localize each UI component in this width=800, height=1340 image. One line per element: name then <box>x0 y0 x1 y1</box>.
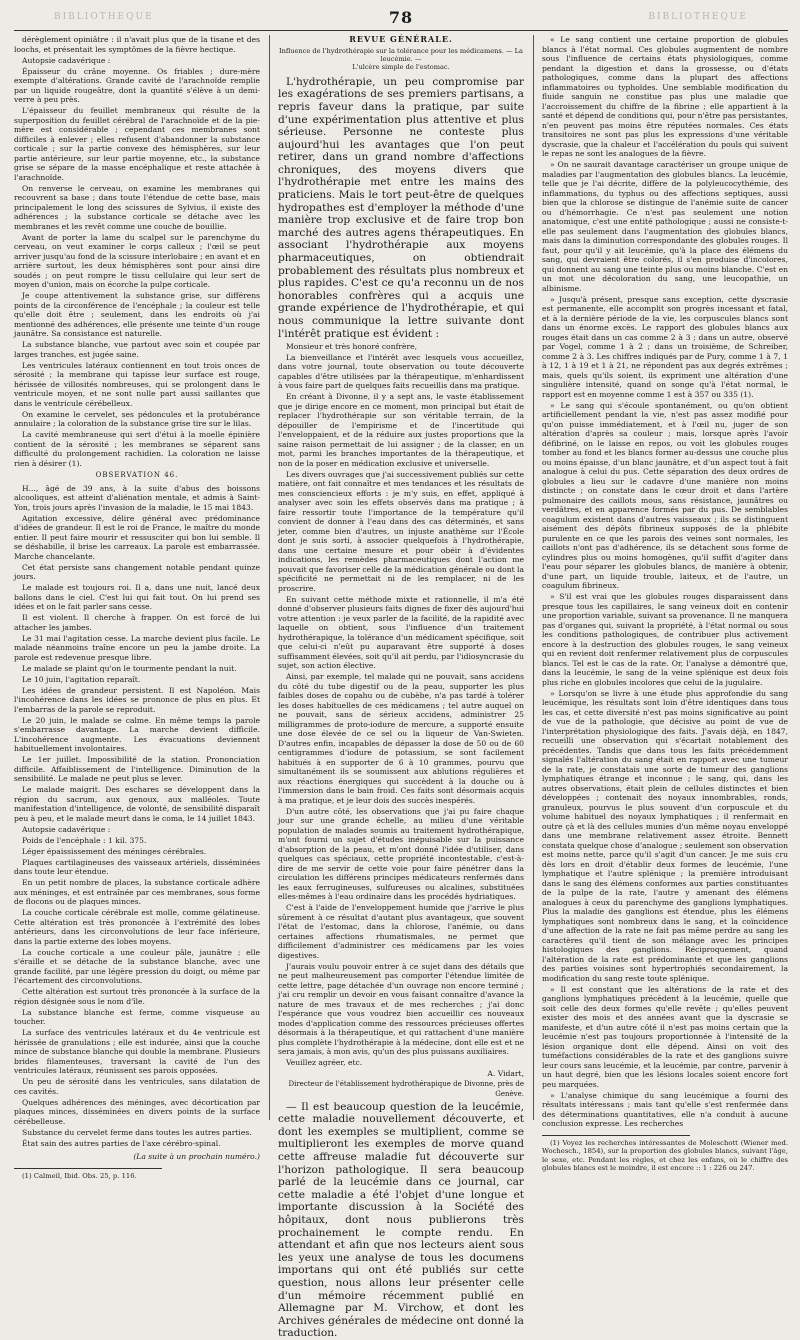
paragraph: Le 10 juin, l'agitation reparaît. <box>22 674 141 684</box>
paragraph: » L'analyse chimique du sang leucémique a fourni des résultats intéressans ; mais tant qu'elle s'est renfermée dans des déterminations quantitatives, elle n'a conduit à aucune conclusion expresse. Les recherches <box>542 1090 788 1128</box>
paragraph: Quelques adhérences des méninges, avec décortication par plaques minces, disséminées en divers points de la surface cérébelleuse. <box>14 1097 260 1126</box>
footnote-right: (1) Voyez les recherches intéressantes de Moleschott (Wiener med. Wochesch., 1854), sur la proportion des globules blancs, suivant l'âge, le sexe, etc. Pendant les règles, et chez les enfans, où le chiffre des globules blancs est le moindre, il est encore :: 1 : 226 ou 247. <box>542 1138 788 1173</box>
paragraph: État sain des autres parties de l'axe cérébro-spinal. <box>22 1138 221 1148</box>
section-subtitle <box>278 47 524 72</box>
signature-title: Directeur de l'établissement hydrothérapique de Divonne, près de Genève. <box>288 1080 524 1098</box>
footnote-rule <box>14 1168 162 1169</box>
paragraph: » S'il est vrai que les globules rouges disparaissent dans presque tous les capillaires, le sang veineux doit en contenir une proportion variable, suivant sa provenance. Il ne manquera pas d'organes qui, suivant la propriété, à l'état normal ou sous les conditions pathologiques, de contribuer plus activement encore à la destruction des globules rouges, le sang veineux qui en revient doit renfermer relativement plus de corpuscules blancs. Tel est le cas de la rate. Or, l'analyse a démontré que, dans la leucémie, le sang de la veine splénique est deux fois plus riche en globules incolores que celui de la jugulaire. <box>542 592 788 687</box>
paragraph: Poids de l'encéphale : 1 kil. 375. <box>22 835 147 845</box>
paragraph: Léger épaississement des méninges cérébrales. <box>22 846 207 856</box>
paragraph: Avant de porter la lame du scalpel sur le parenchyme du cerveau, on veut examiner le corps calleux ; l'œil se peut arriver jusqu'au fond de la scissure interlobaire ; en avant et en arrière surtout, les deux hémisphères sont pour ainsi dire soudés ; on peut rompre le tissu cellulaire qui leur sert de moyen d'union, mais on écorche la pulpe corticale. <box>14 232 261 289</box>
paragraph: Les idées de grandeur persistent. Il est Napoléon. Mais l'incohérence dans les idées se prononce de plus en plus. Et l'embarras de la parole se reproduit. <box>14 685 260 714</box>
paragraph: Cette altération est surtout très prononcée à la surface de la région désignée sous le nom d'île. <box>14 987 260 1006</box>
paragraph: Monsieur et très honoré confrère, <box>286 341 418 351</box>
paragraph: « Le sang contient une certaine proportion de globules blancs à l'état normal. Ces globules augmentent de nombre sous l'influence de certains états physiologiques, comme pendant la digestion et dans la grossesse, ou d'états pathologiques, comme dans la plupart des affections inflammatoires ou typhoïdes. Une semblable modification du fluide sanguin ne constitue pas plus une maladie que l'accroissement du chiffre de la fibrine ; elle appartient à la santé et dépend de conditions qui, pour n'être pas persistantes, n'en peuvent pas moins être réputées normales. Ces états transitoires ne sont pas plus les expressions d'une véritable dyscrasie, que la chaleur et l'accélération du pouls qui suivent le repas ne sont les analogues de la fièvre. <box>542 35 788 158</box>
column-left <box>14 35 261 1180</box>
bleed-through-text-left: BIBLIOTHEQUE <box>54 12 154 22</box>
review-intro: L'hydrothérapie, un peu compromise par les exagérations de ses premiers partisans, a repris faveur dans la pratique, par suite d'une expérimentation plus attentive et plus sérieuse. Personne ne conteste plus aujourd'hui les avantages que l'on peut retirer, dans un grand nombre d'affections chroniques, des moyens divers que l'hydrothérapie met entre les mains des praticiens. Mais le tort peut-être de quelques hydropathes est d'employer la méthode d'une manière trop exclusive et de faire trop bon marché des autres agens thérapeutiques. En associant l'hydrothérapie aux moyens pharmaceutiques, on obtiendrait probablement des résultats plus nombreux et plus rapides. C'est ce qu'a reconnu un de nos honorables confrères qui a acquis une grande expérience de l'hydrothérapie, et qui nous communique la lettre suivante dont l'intérêt pratique est évident : <box>278 75 524 340</box>
paragraph: Veuillez agréer, etc. <box>286 1058 363 1068</box>
column-right <box>533 35 788 1173</box>
paragraph: Ainsi, par exemple, tel malade qui ne pouvait, sans accidens du côté du tube digestif ou de la peau, supporter les plus faibles doses de copahu ou de cubèbe, n'a pas tardé à tolérer les doses habituelles de ces médicamens ; tel autre auquel on ne pouvait, sans de sérieux accidens, administrer 25 milligrammes de proto-iodure de mercure, a supporté ensuite une dose élevée de ce sel ou la liqueur de Van-Swieten. D'autres enfin, incapables de dépasser la dose de 50 ou de 60 centigrammes d'iodure de potassium, se sont facilement habitués à en supporter de 6 à 10 grammes, pourvu que simultanément ils se soumissent aux ablutions régulières et aux réactions énergiques qui succèdent à la douche ou à l'immersion dans le bain froid. Ces faits sont désormais acquis à ma pratique, et je leur dois des succès inespérés. <box>278 672 524 805</box>
footnote: (1) Calmeil, Ibid. Obs. 25, p. 116. <box>22 1171 137 1180</box>
paragraph: La couche corticale cérébrale est molle, comme gélatineuse. Cette altération est très prononcée à l'extrémité des lobes antérieurs, dans les circonvolutions de leur face inférieure, dans la partie externe des lobes moyens. <box>14 908 260 946</box>
paragraph: Un peu de sérosité dans les ventricules, sans dilatation de ces cavités. <box>14 1077 260 1096</box>
paragraph: Les divers ouvrages que j'ai successivement publiés sur cette matière, ont fait connaître et mes tendances et les résultats de mes consciencieux efforts : je m'y suis, en effet, appliqué à analyser avec soin les effets observés dans ma pratique ; à faire ressortir toute l'importance de la température qu'il convient de donner à l'eau dans des cas déterminés, et sans jeter, comme bien d'autres, un injuste anathème sur l'École dont je suis sorti, à associer quelquefois à l'hydrothérapie, dans une certaine mesure et pour obéir à d'évidentes indications, les remèdes pharmaceutiques dont l'action me pouvait que favoriser celle de la médication générale ou dont la spécificité ne permettait ni de les remplacer, ni de les proscrire. <box>278 469 525 593</box>
bleed-through-text-right: BIBLIOTHEQUE <box>648 12 748 22</box>
virchow-text <box>542 35 788 1129</box>
paragraph: H..., âgé de 39 ans, à la suite d'abus des boissons alcooliques, est atteint d'aliénation mentale, et admis à Saint-Yon, trois jours après l'invasion de la maladie, le 15 mai 1843. <box>14 483 260 512</box>
paragraph: Autopsie cadavérique : <box>22 824 111 834</box>
paragraph: La bienveillance et l'intérêt avec lesquels vous accueillez, dans votre journal, toute observation ou toute découverte capables d'être utilisées par la thérapeutique, m'enhardissent à vous faire part de quelques faits recueillis dans ma pratique. <box>278 352 524 391</box>
paragraph: Le 31 mai l'agitation cesse. La marche devient plus facile. Le malade néanmoins traîne encore un peu la jambe droite. La parole est redevenue presque libre. <box>14 633 260 662</box>
page-number: 78 <box>388 8 414 27</box>
paragraph: Je coupe attentivement la substance grise, sur différens points de la circonférence de l'encéphale ; la couleur est telle qu'elle doit être ; seulement, dans les endroits où j'ai mentionné des adhérences, elle présente une teinte d'un rouge jaunâtre. Sa consistance est naturelle. <box>14 291 260 338</box>
paragraph: Les ventricules latéraux contiennent en tout trois onces de sérosité ; la membrane qui tapisse leur surface est rouge, hérissée de villosités nombreuses, qui se prolongent dans le ventricule moyen, et ne sont nulle part aussi saillantes que dans le ventricule cérébelleux. <box>14 360 260 408</box>
paragraph: L'épaisseur du feuillet membraneux qui résulte de la superposition du feuillet cérébral de l'arachnoïde et de la pie-mère est considérable ; cependant ces membranes sont difficiles à enlever ; elles refusent d'abandonner la substance corticale ; sur la partie convexe des hémisphères, sur leur partie antérieure, sur leur partie moyenne, etc., la substance grise se sépare de la masse encéphalique et reste attachée à l'arachnoïde. <box>14 106 260 182</box>
paragraph: » Il est constant que les altérations de la rate et des ganglions lymphatiques précèdent à la leucémie, quelle que soit celle des deux formes qu'elle revête ; qu'elles peuvent exister des mois et des années avant que la dyscrasie se manifeste, et d'un autre côté il n'est pas moins certain que la leucémie n'est pas toujours proportionnée à l'intensité de la lésion organique dont elle dépend. Ainsi on voit des tuméfactions considérables de la rate et des ganglions suivre leur cours sans leucémie, et la leucémie, par contre, parvenir à un haut degré, bien que les lésions locales soient encore fort peu marquées. <box>542 984 788 1089</box>
subtitle-line-1: Influence de l'hydrothérapie sur la tolérance pour les médicamens. — La leucémie. — <box>279 46 523 63</box>
paragraph: Épaisseur du crâne moyenne. Os friables ; dure-mère exempte d'altérations. Grande cavité de l'arachnoïde remplie par un liquide rougeâtre, dont la quantité s'élève à un demi-verre à peu près. <box>14 66 260 104</box>
footnote-rule-right <box>542 1135 690 1136</box>
signature: A. Vidart, <box>487 1069 524 1079</box>
paragraph: Autopsie cadavérique : <box>22 55 111 65</box>
paragraph: C'est à l'aide de l'enveloppement humide que j'arrive le plus sûrement à ce résultat d'autant plus avantageux, que souvent l'état de l'estomac, dans la chlorose, l'anémie, ou dans certaines affections rhumatismales, ne permet que difficilement d'administrer ces médicamens par les voies digestives. <box>278 903 524 960</box>
paragraph: Le malade maigrit. Des eschares se développent dans la région du sacrum, aux genoux, aux malléoles. Toute manifestation d'intelligence, de volonté, de sensibilité disparaît peu à peu, et le malade meurt dans le coma, le 14 juillet 1843. <box>14 785 260 823</box>
paragraph: » On ne saurait davantage caractériser un groupe unique de maladies par l'augmentation des globules blancs. La leucémie, telle que je l'ai décrite, diffère de la polyleucocythémie, des inflammations, du typhus ou des affections septiques, aussi bien que la chlorose se distingue de l'anémie suite de cancer ou d'hémorrhagie. Ce n'est pas seulement une notion anatomique, c'est une entité pathologique ; aussi ne consiste-t-elle pas seulement dans l'augmentation des globules blancs, mais dans la diminution correspondante des globules rouges. Il faut, pour qu'il y ait leucémie, qu'à la place des élémens du sang, qui devraient être colorés, il s'en produise d'incolores, qui donnent au sang une teinte plus ou moins blanche. C'est en un mot une décoloration du sang, une leucopathie, un albinisme. <box>542 160 788 293</box>
paragraph: La couche corticale a une couleur pâle, jaunâtre ; elle s'éraille et se détache de la substance blanche, avec une grande facilité, par une légère pression du doigt, ou même par l'écartement des circonvolutions. <box>14 947 260 985</box>
column-middle <box>269 34 525 1340</box>
paragraph: Le 1er juillet. Impossibilité de la station. Prononciation difficile. Affaiblissement de l'intelligence. Diminution de la sensibilité. Le malade ne peut plus se lever. <box>14 755 260 783</box>
paragraph: D'un autre côté, les observations que j'ai pu faire chaque jour sur une grande échelle, au milieu d'une véritable population de malades soumis au traitement hydrothérapique, m'ont fourni un sujet d'études inépuisable sur la puissance d'absorption de la peau, et m'ont donné l'idée d'utiliser, dans quelques cas spéciaux, cette propriété incontestable, c'est-à-dire de me servir de cette voie pour faire pénétrer dans la circulation les différens principes médicateurs renfermés dans les eaux ferrugineuses, sulfureuses ou alcalines, substituées elles-mêmes à l'eau ordinaire dans les procédés hydriatiques. <box>278 806 524 902</box>
paragraph: Substance du cervelet ferme dans toutes les autres parties. <box>22 1127 252 1137</box>
paragraph: La cavité membraneuse qui sert d'étui à la moelle épinière contient de la sérosité ; les membranes se séparent sans difficulté du prolongement rachidien. La coloration ne laisse rien à désirer (1). <box>14 430 260 468</box>
paragraph: » Jusqu'à présent, presque sans exception, cette dyscrasie est permanente, elle accomplit son progrès incessant et fatal, et à la dernière période de la vie, les corpuscules blancs sont dans un énorme excès. Le rapport des globules blancs aux rouges était dans un cas comme 2 à 3 ; dans un autre, observé par Vogel, comme 1 à 2 ; dans un troisième, de Schreiber, comme 2 à 3. Les chiffres indiqués par de Pury, comme 1 à 7, 1 à 12, 1 à 19 et 1 à 21, ne répondent pas aux degrés extrêmes ; mais, quels qu'ils soient, ils expriment une altération d'une singulière intensité, quand on songe qu'à l'état normal, le rapport est en moyenne comme 1 est à 357 ou 335 (1). <box>542 294 788 399</box>
paragraph: En suivant cette méthode mixte et rationnelle, il m'a été donné d'observer plusieurs faits dignes de fixer dès aujourd'hui votre attention : je veux parler de la facilité, de la rapidité avec laquelle on obtient, sous l'influence d'un traitement hydrothérapique, la tolérance d'un médicament spécifique, soit que celui-ci n'eût pu auparavant être supporté à doses suffisamment élevées, soit qu'il ait perdu, par l'idiosyncrasie du sujet, son action élective. <box>278 594 524 671</box>
section-title: REVUE GÉNÉRALE. <box>349 34 453 44</box>
paragraph: La substance blanche, vue partout avec soin et coupée par larges tranches, est jugée saine. <box>14 340 260 359</box>
leucemie-intro: — Il est beaucoup question de la leucémie, cette maladie nouvellement découverte, et dont les exemples se multiplient, comme se multiplieront les exemples de morve quand cette affreuse maladie fut découverte sur l'horizon pathologique. Il sera beaucoup parlé de la leucémie dans ce journal, car cette maladie a été l'objet d'une longue et importante discussion à la Société des hôpitaux, dont nous publierons très prochainement le compte rendu. En attendant et afin que nos lecteurs aient sous les yeux une analyse de tous les documens importans qui ont été publiés sur cette question, nous allons leur présenter celle d'un mémoire récemment publié en Allemagne par M. Virchow, et dont les Archives générales de médecine ont donné la traduction. <box>278 1100 524 1340</box>
page-header <box>14 8 788 31</box>
paragraph: Plaques cartilagineuses des vaisseaux artériels, disséminées dans toute leur étendue. <box>14 857 260 876</box>
paragraph: Le malade se plaint qu'on le tourmente pendant la nuit. <box>22 663 237 673</box>
paragraph: La surface des ventricules latéraux et du 4e ventricule est hérissée de granulations ; elle est indurée, ainsi que la couche mince de substance blanche qui double la membrane. Plusieurs brides filamenteuses, traversant la cavité de l'un des ventricules latéraux, réunissent ses parois opposées. <box>14 1028 260 1075</box>
to-be-continued: (La suite à un prochain numéro.) <box>133 1152 260 1161</box>
letter-text <box>278 342 524 1068</box>
paragraph: » Lorsqu'on se livre à une étude plus approfondie du sang leucémique, les résultats sont loin d'être identiques dans tous les cas, et cette diversité n'est pas moins significative au point de vue de la pathologie, que décisive au point de vue de l'interprétation physiologique des faits. J'avais déjà, en 1847, recueilli une observation qui s'écartait notablement des précédentes. Tandis que dans tous les faits précédemment signalés l'altération du sang était en rapport avec une tumeur de la rate, je constatais une sorte de tumeur des ganglions lymphatiques étrange et inconnue ; le sang, qui, dans les autres observations, était plein de cellules distinctes et bien développées ; contenait des noyaux innombrables, ronds, granuleux, pourvus le plus souvent d'un corpuscule et du volume habituel des noyaux lymphatiques ; il renfermait en outre çà et là des cellules munies d'un même noyau enveloppé dans une membrane relativement assez étroite. Bennett constata quelque chose d'analogue ; seulement son observation est moins nette, parce qu'il s'agit d'un cancer. Je me suis cru dès lors en droit d'établir deux formes de leucémie, l'une lymphatique et l'autre splénique ; la première introduisant dans le sang des élémens conformes aux parties constituantes de la pulpe de la rate, l'autre y amenant des élémens analogues à ceux du parenchyme des ganglions lymphatiques. Plus la maladie des ganglions est étendue, plus les élémens lymphatiques sont nombreux dans le sang, et la coïncidence d'une affection de la rate ne fait pas même perdre au sang les caractères qu'il tient de son mélange avec les principes histologiques des ganglions. Réciproquement, quand l'altération de la rate est prédominante et que les ganglions des parties voisines sont hypertrophiés secondairement, la modification du sang reste toute splénique. <box>542 688 788 983</box>
paragraph: On examine le cervelet, ses pédoncules et la protubérance annulaire ; la coloration de la substance grise tire sur le lilas. <box>14 409 260 428</box>
observation-title: OBSERVATION 46. <box>95 471 179 479</box>
observation-45-text <box>14 35 260 468</box>
paragraph: dérèglement opiniâtre : il n'avait plus que de la tisane et des loochs, et présentait les symptômes de la fièvre hectique. <box>14 35 260 54</box>
paragraph: Cet état persiste sans changement notable pendant quinze jours. <box>14 562 260 581</box>
subtitle-line-2: L'ulcère simple de l'estomac. <box>352 63 450 72</box>
paragraph: On renverse le cerveau, on examine les membranes qui recouvrent sa base ; dans toute l'étendue de cette base, mais principalement le long des scissures de Sylvius, il existe des adhérences ; la substance corticale se détache avec les membranes et les revêt comme une couche de bouillie. <box>14 183 260 231</box>
paragraph: En un petit nombre de places, la substance corticale adhère aux méninges, et est entraînée par ces membranes, sous forme de flocons ou de plaques minces. <box>14 878 260 906</box>
paragraph: Le 20 juin, le malade se calme. En même temps la parole s'embarrasse davantage. La marche devient difficile. L'incohérence augmente. Les évacuations deviennent habituellement involontaires. <box>14 715 260 753</box>
paragraph: Le malade est toujours roi. Il a, dans une nuit, lancé deux ballons dans le ciel. C'est lui qui fait tout. On lui prend ses idées et on le fait parler sans cesse. <box>14 583 260 611</box>
paragraph: En créant à Divonne, il y a sept ans, le vaste établissement que je dirige encore en ce moment, mon principal but était de replacer l'hydrothérapie sur son véritable terrain, de la dépouiller de l'empirisme et de l'incertitude qui l'enveloppaient, et de la réduire aux justes proportions que la saine raison permettait de lui assigner ; de la classer, en un mot, parmi les branches importantes de la thérapeutique, et non de la poser en médication exclusive et universelle. <box>278 392 524 468</box>
paragraph: Agitation excessive, délire général avec prédominance d'idées de grandeur. Il est le roi de France, le maître du monde entier. Il peut faire mourir et ressusciter qui bon lui semble. Il se déshabille, il brise les carreaux. La parole est embarrassée. Marche chancelante. <box>14 513 260 561</box>
observation-46-text <box>14 484 260 1149</box>
paragraph: J'aurais voulu pouvoir entrer à ce sujet dans des détails que ne peut malheureusement pas comporter l'étendue limitée de cette lettre, page détachée d'un ouvrage non encore terminé ; j'ai cru remplir un devoir en vous faisant connaître d'avance la nature de mes travaux et de mes recherches ; j'ai donc l'espérance que vous voudrez bien accueillir ces nouveaux modes d'application comme des ressources précieuses offertes désormais à la thérapeutique, et qui rattachent d'une manière plus complète l'hydrothérapie à la médecine, dont elle est et ne sera jamais, à mon avis, qu'un des plus puissans auxiliaires. <box>278 961 524 1057</box>
paragraph: » Le sang qui s'écoule spontanément, ou qu'on obtient artificiellement pendant la vie, n'est pas assez modifié pour qu'on puisse immédiatement, et à l'œil nu, juger de son altération d'après sa couleur ; mais, lorsque après l'avoir défibriné, on le laisse en repos, ou voit les globules rouges tomber au fond et les blancs former au-dessus une couche plus ou moins épaisse, d'un blanc jaunâtre, et d'un aspect tout à fait analogue à celui du pus. Cette séparation des deux ordres de globules a lieu sur le cadavre d'une manière non moins distincte ; on constate dans le cœur droit et dans l'artère pulmonaire des caillots mous, sans résistance, jaunâtres ou verdâtres, et en apparence formés par du pus. De semblables coagulum existent dans d'autres vaisseaux ; ils se distinguent aisément des dépôts fibrineux supposés de la phlébite purulente en ce que les parois des veines sont normales, les caillots n'ont pas d'adhérence, ils se détachent sous forme de cylindres plus ou moins homogènes, qu'il suffit d'agiter dans l'eau pour séparer les globules blancs, de manière à obtenir, d'une part, un liquide trouble, laiteux, et de l'autre, un coagulum fibrineux. <box>542 400 788 590</box>
paragraph: Il est violent. Il cherche à frapper. On est forcé de lui attacher les jambes. <box>14 613 260 632</box>
paragraph: La substance blanche est ferme, comme visqueuse au toucher. <box>14 1007 260 1026</box>
